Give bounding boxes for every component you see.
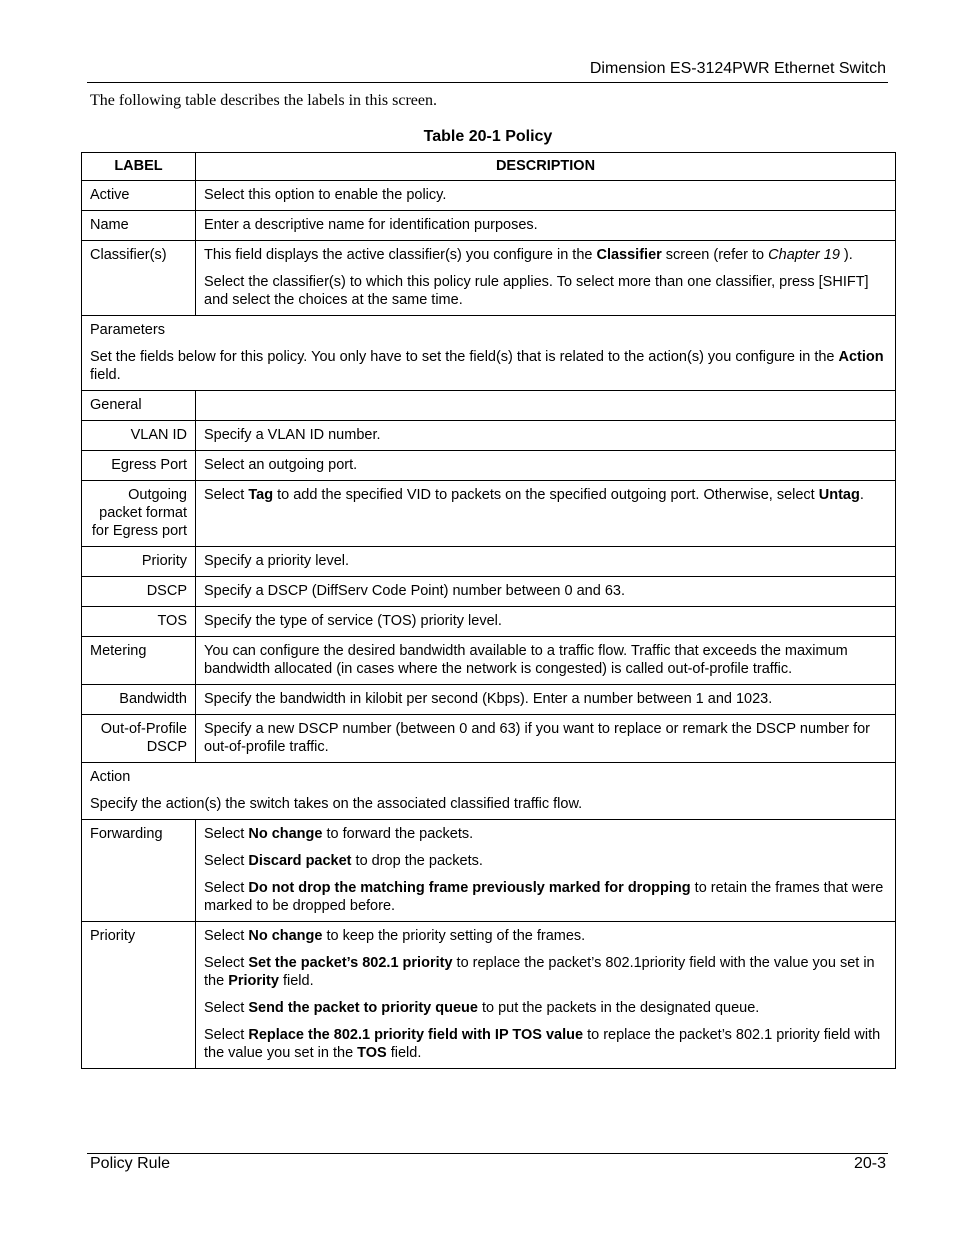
text-bold: Untag bbox=[818, 487, 860, 503]
footer-page-number: 20-3 bbox=[853, 1155, 886, 1172]
row-label: Out-of-Profile DSCP bbox=[82, 715, 196, 763]
text-bold: Action bbox=[838, 349, 884, 365]
table-row bbox=[82, 607, 896, 637]
cross-reference: Chapter 19 bbox=[768, 247, 840, 263]
row-label: Egress Port bbox=[82, 451, 196, 481]
text-run: ). bbox=[839, 247, 853, 263]
row-label: Priority bbox=[82, 547, 196, 577]
row-description bbox=[196, 481, 896, 547]
text-run: to put the packets in the designated queue. bbox=[477, 1000, 760, 1016]
text-run: to replace the packet’s 802.1priority field with the value you set in the bbox=[204, 955, 875, 989]
table-row bbox=[82, 922, 896, 1069]
text-run: Select bbox=[204, 1027, 249, 1043]
text-run: Select bbox=[204, 853, 249, 869]
text-bold: Priority bbox=[228, 973, 279, 989]
text-run: to add the specified VID to packets on the specified outgoing port. Otherwise, select bbox=[273, 487, 819, 503]
row-label: Active bbox=[82, 181, 196, 211]
text-run: screen (refer to bbox=[661, 247, 769, 263]
row-description: Specify the bandwidth in kilobit per second (Kbps). Enter a number between 1 and 1023. bbox=[196, 685, 896, 715]
section-row bbox=[82, 763, 896, 820]
intro-text: The following table describes the labels in this screen. bbox=[90, 92, 438, 109]
row-description: Select an outgoing port. bbox=[196, 451, 896, 481]
row-description: Specify a priority level. bbox=[196, 547, 896, 577]
footer-chapter-title: Policy Rule bbox=[90, 1155, 171, 1172]
text-run: to keep the priority setting of the frames. bbox=[322, 928, 586, 944]
text-bold: Classifier bbox=[596, 247, 662, 263]
col-description-header: DESCRIPTION bbox=[196, 153, 896, 181]
text-run: Select bbox=[204, 1000, 249, 1016]
section-row bbox=[82, 316, 896, 391]
text-bold: Tag bbox=[248, 487, 274, 503]
row-description: Specify a new DSCP number (between 0 and 63) if you want to replace or remark the DSCP number for out-of-profile traffic. bbox=[196, 715, 896, 763]
text-bold: Replace the 802.1 priority field with IP TOS value bbox=[248, 1027, 584, 1043]
paragraph: Specify the action(s) the switch takes on the associated classified traffic flow. bbox=[90, 796, 583, 812]
table-row bbox=[82, 820, 896, 922]
table-row bbox=[82, 241, 896, 316]
text-run: to drop the packets. bbox=[351, 853, 483, 869]
text-run: Select bbox=[204, 880, 249, 896]
text-run: Select bbox=[204, 928, 249, 944]
policy-table bbox=[81, 152, 896, 1069]
row-label: Outgoing packet format for Egress port bbox=[82, 481, 196, 547]
text-run: to forward the packets. bbox=[322, 826, 474, 842]
row-label: Metering bbox=[82, 637, 196, 685]
row-label: DSCP bbox=[82, 577, 196, 607]
table-caption: Table 20-1 Policy bbox=[423, 128, 553, 145]
section-title: Parameters bbox=[90, 322, 165, 338]
table-row bbox=[82, 715, 896, 763]
table-row bbox=[82, 547, 896, 577]
header-rule bbox=[87, 82, 888, 83]
text-bold: No change bbox=[248, 928, 323, 944]
row-label: General bbox=[82, 391, 196, 421]
text-bold: TOS bbox=[357, 1045, 387, 1061]
text-run: to replace the packet’s 802.1 priority field with the value you set in the bbox=[204, 1027, 881, 1061]
table-row bbox=[82, 391, 896, 421]
row-description: You can configure the desired bandwidth available to a traffic flow. Traffic that exceeds the maximum bandwidth allocated (in cases where the network is congested) is called out-of-profile traffic. bbox=[196, 637, 896, 685]
section-title: Action bbox=[90, 769, 131, 785]
text-run: Select bbox=[204, 955, 249, 971]
text-run: field. bbox=[90, 367, 121, 383]
table-row bbox=[82, 451, 896, 481]
row-label: Classifier(s) bbox=[82, 241, 196, 316]
section-cell bbox=[82, 763, 896, 820]
text-run: field. bbox=[386, 1045, 422, 1061]
row-description bbox=[196, 241, 896, 316]
row-description: Specify a DSCP (DiffServ Code Point) number between 0 and 63. bbox=[196, 577, 896, 607]
footer-rule bbox=[87, 1153, 888, 1154]
text-bold: Set the packet’s 802.1 priority bbox=[248, 955, 453, 971]
text-run: Select bbox=[204, 487, 249, 503]
table-row bbox=[82, 685, 896, 715]
text-bold: Send the packet to priority queue bbox=[248, 1000, 478, 1016]
row-label: TOS bbox=[82, 607, 196, 637]
text-run: . bbox=[859, 487, 864, 503]
row-label: VLAN ID bbox=[82, 421, 196, 451]
text-run: field. bbox=[278, 973, 314, 989]
table-row bbox=[82, 481, 896, 547]
row-description bbox=[196, 391, 896, 421]
row-description bbox=[196, 820, 896, 922]
row-label: Priority bbox=[82, 922, 196, 1069]
text-run: This field displays the active classifier(s) you configure in the bbox=[204, 247, 597, 263]
table-header-row bbox=[82, 153, 896, 181]
text-run: to retain the frames that were marked to be dropped before. bbox=[204, 880, 884, 914]
table-row bbox=[82, 577, 896, 607]
text-run: Set the fields below for this policy. You only have to set the field(s) that is related to the action(s) you configure in the bbox=[90, 349, 839, 365]
row-label: Bandwidth bbox=[82, 685, 196, 715]
text-bold: No change bbox=[248, 826, 323, 842]
row-description bbox=[196, 922, 896, 1069]
running-header: Dimension ES-3124PWR Ethernet Switch bbox=[589, 60, 886, 77]
text-bold: Discard packet bbox=[248, 853, 352, 869]
text-run: Select bbox=[204, 826, 249, 842]
row-description: Select this option to enable the policy. bbox=[196, 181, 896, 211]
table-row bbox=[82, 637, 896, 685]
row-label: Forwarding bbox=[82, 820, 196, 922]
table-row bbox=[82, 211, 896, 241]
section-cell bbox=[82, 316, 896, 391]
col-label-header: LABEL bbox=[82, 153, 196, 181]
table-row bbox=[82, 421, 896, 451]
row-description: Specify a VLAN ID number. bbox=[196, 421, 896, 451]
text-bold: Do not drop the matching frame previously marked for dropping bbox=[248, 880, 691, 896]
row-description: Enter a descriptive name for identification purposes. bbox=[196, 211, 896, 241]
table-row bbox=[82, 181, 896, 211]
row-label: Name bbox=[82, 211, 196, 241]
paragraph: Select the classifier(s) to which this policy rule applies. To select more than one classifier, press [SHIFT] and select the choices at the same time. bbox=[204, 274, 869, 308]
row-description: Specify the type of service (TOS) priority level. bbox=[196, 607, 896, 637]
